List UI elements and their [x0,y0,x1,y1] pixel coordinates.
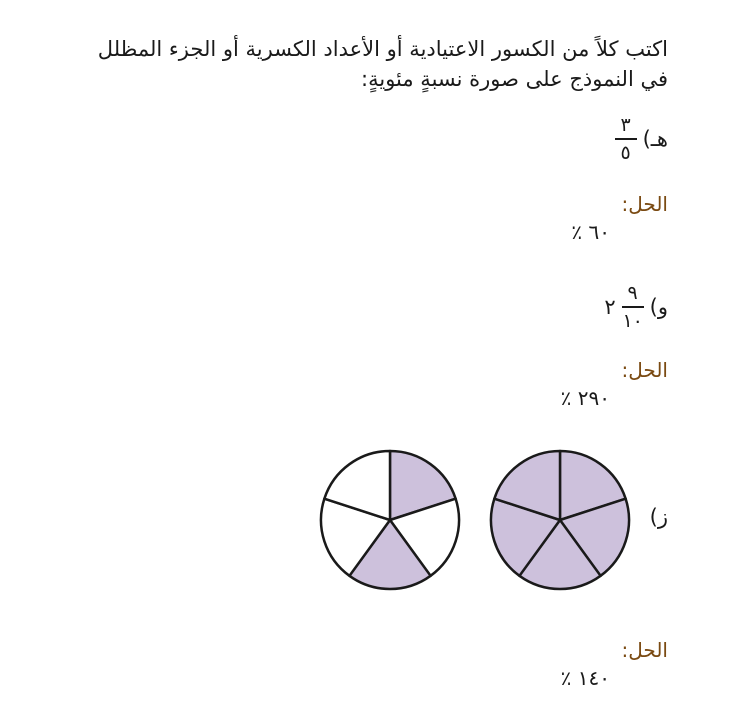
problem-w-solution-label: الحل: [621,358,668,382]
problem-w-whole: ٢ [604,295,616,319]
problem-h-denominator: ٥ [620,142,631,164]
problem-w-numerator: ٩ [627,282,638,304]
problem-z-solution-value: ١٤٠ ٪ [560,666,610,690]
problem-z-label: ز) [649,505,668,529]
problem-w-label: و) [649,295,668,319]
problem-h-numerator: ٣ [620,114,631,136]
problem-h-solution-value: ٦٠ ٪ [571,220,610,244]
problem-w-denominator: ١٠ [622,310,643,332]
instructions-text: اكتب كلاً من الكسور الاعتيادية أو الأعداد الكسرية أو الجزء المظلل في النموذج على صورة نسبةٍ مئويةٍ: [97,37,668,91]
problem-w-solution-value: ٢٩٠ ٪ [560,386,610,410]
circle-full [491,451,629,589]
circle-partial [321,451,459,589]
problem-h-solution-label: الحل: [621,192,668,216]
problem-z-solution-label: الحل: [621,638,668,662]
problem-h-label: هـ) [642,127,668,151]
